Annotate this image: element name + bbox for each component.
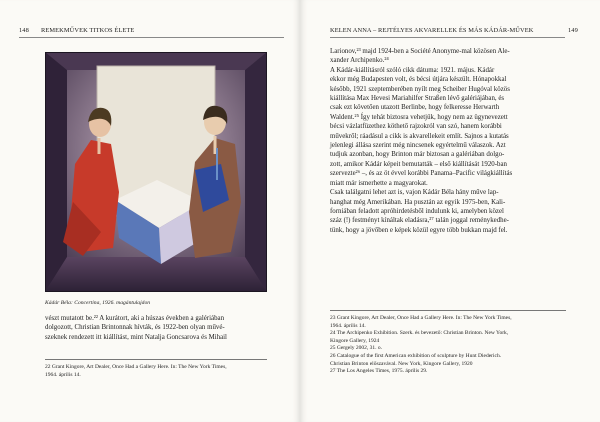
left-header-rule <box>19 37 284 38</box>
right-page <box>300 0 600 422</box>
left-body-text: vészt mutatott be.²² A kurátort, aki a húszas években a galériában dolgozott, Christian Brintonnak hívták, és 1922-ben olyan művé- szeknek rendezett itt kiállítást, mint Natalja Goncsarova és Mihail <box>45 315 227 341</box>
left-footnote: 22 Grant Kingore, Art Dealer, Once Had a Gallery Here. In: The New York Times, 1964. április 14. <box>45 364 227 378</box>
right-running-head: KELEN ANNA – REJTÉLYES AKVARELLEK ÉS MÁS KÁDÁR-MŰVEK <box>330 27 534 34</box>
left-footnote-rule <box>45 359 267 360</box>
left-page-number: 148 <box>19 27 29 34</box>
right-body-text: Larionov,²³ majd 1924-ben a Société Anonyme-mal közösen Ale- xander Archipenko.²⁴ A Kádár-kiállításról szóló cikk dátuma: 1921. május. Kádár ekkor még Budapesten volt, és bécsi útjára készült. Hónapokkal később, 1921 szeptemberében nyílt meg Scheiber Hugóval közös kiállítása Max Hevesi Mariahilfer Straßen lévő galériájában, és csak ezt követően utazott Berlinbe, hogy felkeresse Herwarth Waldent.²⁵ Így tehát biztosra vehetjük, hogy nem az ügynevezett bécsi vázlatfüzethez köthető rajzokról van szó, hanem korábbi művekről; ráadásul a cikk is akvarellekeit említ. Sajnos a kutatás jelenlegi állása szerint még nincsenek egyértelmű válaszok. Azt tudjuk azonban, hogy Brinton már biztosan a galériában dolgo- zott, amikor Kádár képeit bemutatták – első kiállítását 1920-ban szervezte²⁶ –, és az öt évvel korábbi Panama–Pacific világkiállítás miatt már ismerhette a magyarokat. Csak találgatni lehet azt is, vajon Kádár Béla hány műve lap- hanghat még Amerikában. Ha pusztán az egyik 1975-ben, Kali- forniában feladott apróhirdetésből indulunk ki, amelyben közel száz (!) festményt kínáltak eladásra,²⁷ talán joggal reménykedhe- tünk, hogy a jövőben e képek közül egyre több bukkan majd fel. <box>330 48 513 234</box>
concertina-painting <box>45 52 267 292</box>
right-footnote-rule <box>330 310 566 311</box>
right-footnotes: 23 Grant Kingore, Art Dealer, Once Had a Gallery Here. In: The New York Times, 1964. április 14. 24 The Archipenko Exhibition. Szerk. és bevezető: Christian Brinton. New York, Kingore Gallery, 1924 25 Gergely 2002, 31. o. 26 Catalogue of the first American exhibition of sculpture by Hunt Diederich. Christian Brinton előszavával. New York, Kingore Gallery, 1920 27 The Los Angeles Times, 1975. április 29. <box>330 315 512 375</box>
right-page-number: 149 <box>568 27 578 34</box>
figure-caption: Kádár Béla: Concertina, 1926. magántulajdon <box>45 300 151 306</box>
right-header-rule <box>330 37 565 38</box>
left-running-head: REMEKMŰVEK TITKOS ÉLETE <box>41 27 135 34</box>
